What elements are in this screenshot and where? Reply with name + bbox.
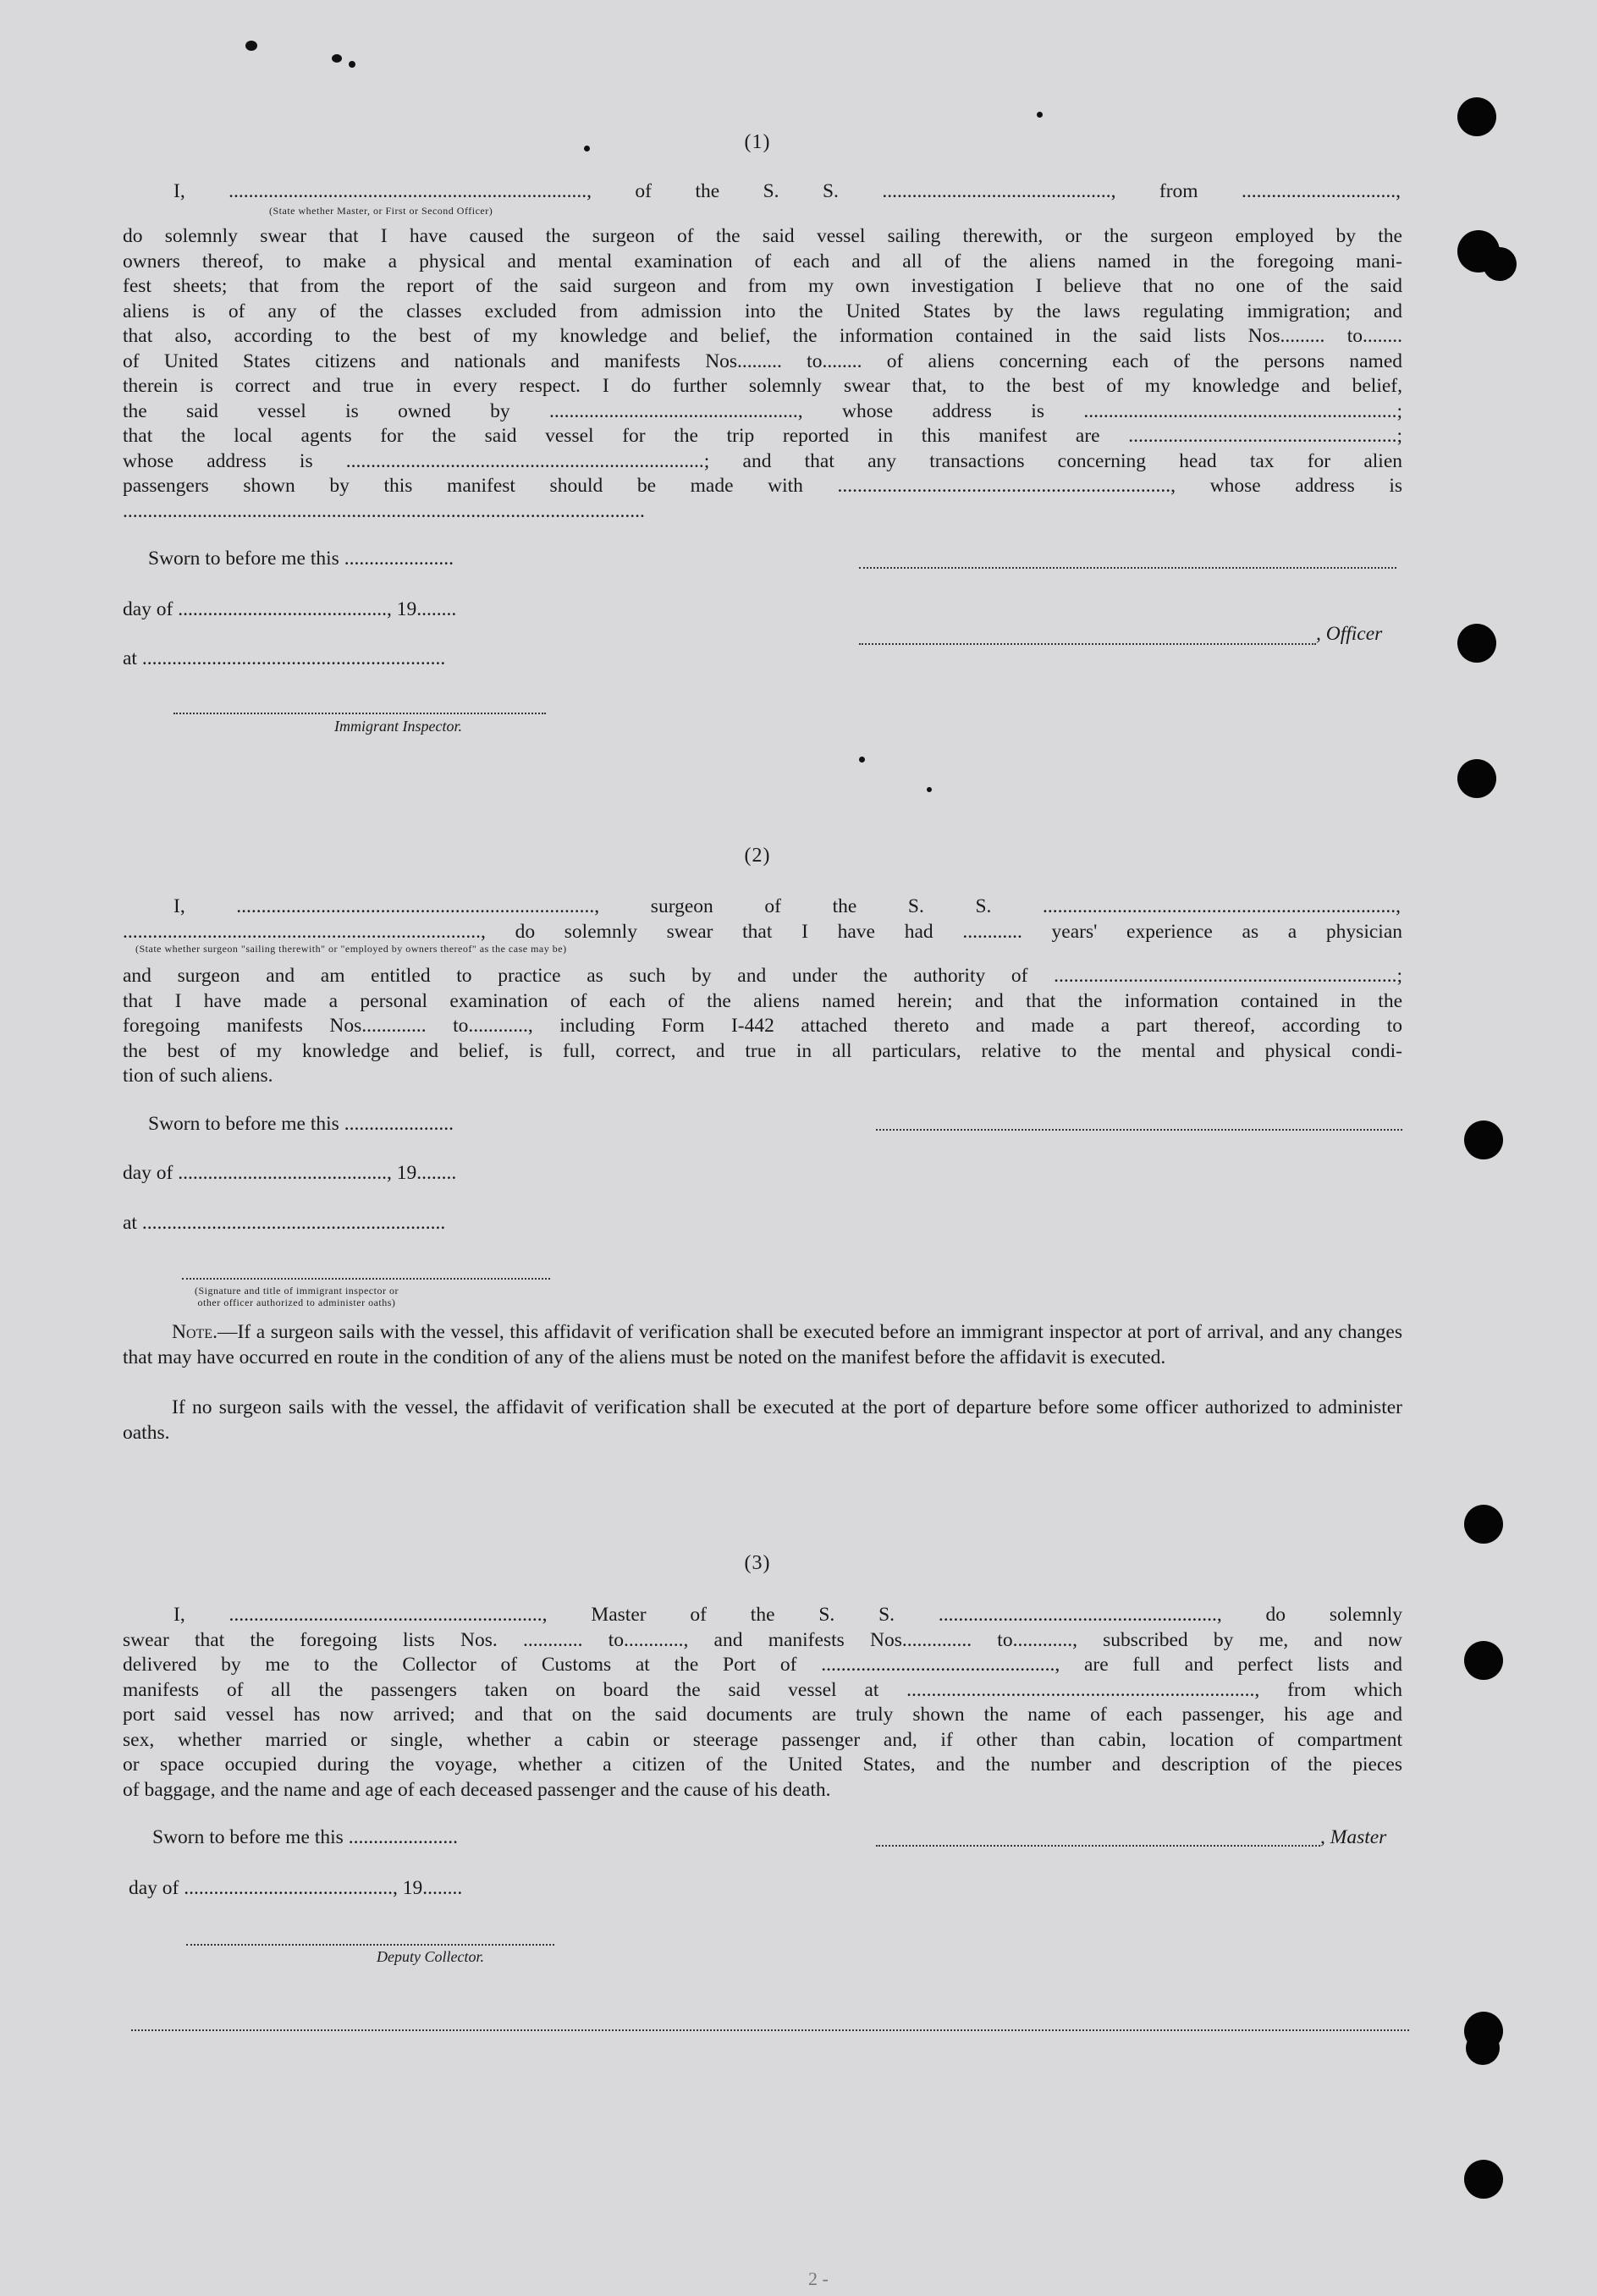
section-3-body-line: sex, whether married or single, whether a cabin or steerage passenger and, if other than cabin, location of compartment bbox=[123, 1728, 1402, 1751]
ink-speck bbox=[332, 54, 342, 63]
section-3-body-line: delivered by me to the Collector of Customs at the Port of ..............................................., are full and perfect lists and bbox=[123, 1654, 1402, 1676]
section-1-body-line: aliens is of any of the classes excluded from admission into the United States by the laws regulating immigration; and bbox=[123, 300, 1402, 322]
section-2-line-2: ........................................................................, do solemnly swear that I have had ............ years' experience as a physician bbox=[123, 921, 1402, 943]
section-1-body-line: fest sheets; that from the report of the said surgeon and from my own investigation I believe that no one of the said bbox=[123, 275, 1402, 297]
section-1-body-line: owners thereof, to make a physical and mental examination of each and all of the aliens named in the foregoing mani- bbox=[123, 250, 1402, 273]
section-2-note-2: If no surgeon sails with the vessel, the affidavit of verification shall be executed at the port of departure before some officer authorized to administer oaths. bbox=[123, 1396, 1402, 1444]
section-1-officer-label: , Officer bbox=[1316, 623, 1383, 645]
ink-speck bbox=[1037, 112, 1043, 118]
section-1-caption: (State whether Master, or First or Second Officer) bbox=[269, 205, 493, 217]
section-1-body-line: that the local agents for the said vessel for the trip reported in this manifest are ......................................................; bbox=[123, 425, 1402, 447]
section-3-body-line: manifests of all the passengers taken on board the said vessel at ......................................................................, from which bbox=[123, 1678, 1402, 1701]
section-2-inspector-signature-line bbox=[182, 1278, 550, 1280]
section-3-master-label: , Master bbox=[1320, 1826, 1387, 1848]
section-3-collector-label: Deputy Collector. bbox=[377, 1948, 484, 1965]
ink-speck bbox=[927, 787, 932, 792]
section-2-body-line: and surgeon and am entitled to practice as such by and under the authority of .....................................................................; bbox=[123, 965, 1402, 987]
section-2-body-line: foregoing manifests Nos............. to............, including Form I-442 attached thereto and made a part thereof, according to bbox=[123, 1015, 1402, 1037]
section-3-body-line: swear that the foregoing lists Nos. ............ to............, and manifests Nos.............. to............, subscribed by me, and now bbox=[123, 1628, 1402, 1651]
section-1-body-line: passengers shown by this manifest should be made with ..................................................................., whose address is bbox=[123, 475, 1402, 497]
section-2-sworn: Sworn to before me this ...................... bbox=[148, 1113, 454, 1135]
punch-hole bbox=[1466, 2031, 1500, 2065]
section-3-body-line: I, ..............................................................., Master of the S. S. ........................................................, do solemnly bbox=[173, 1604, 1402, 1626]
section-3-collector-signature-line bbox=[186, 1944, 554, 1946]
section-3-sworn: Sworn to before me this ...................... bbox=[152, 1826, 458, 1848]
punch-hole bbox=[1457, 624, 1496, 663]
section-1-inspector-label: Immigrant Inspector. bbox=[334, 718, 462, 735]
note-text: —If a surgeon sails with the vessel, this affidavit of verification shall be executed before an immigrant inspector at port of arrival, and any changes that may have occurred en route in the condition of any of the aliens must be noted on the manifest before the affidavit is executed. bbox=[123, 1321, 1402, 1368]
section-3-body-line: port said vessel has now arrived; and that on the said documents are truly shown the name of each passenger, his age and bbox=[123, 1704, 1402, 1726]
punch-hole bbox=[1464, 2160, 1503, 2199]
section-1-at: at ............................................................. bbox=[123, 647, 446, 669]
section-1-day: day of .........................................., 19........ bbox=[123, 598, 457, 620]
section-2-line-1: I, ........................................................................, surgeon of the S. S. ......................................................................., bbox=[173, 895, 1401, 917]
ink-speck bbox=[245, 41, 257, 51]
section-1-body-line: therein is correct and true in every respect. I do further solemnly swear that, to the best of my knowledge and belief, bbox=[123, 375, 1402, 397]
section-2-surgeon-signature-line bbox=[876, 1129, 1402, 1131]
ink-speck bbox=[859, 757, 865, 763]
section-1-body-line: ......................................................................................................... bbox=[123, 499, 645, 522]
section-1-body-line: that also, according to the best of my knowledge and belief, the information contained in the said lists Nos......... to........ bbox=[123, 325, 1402, 347]
section-2-number: (2) bbox=[744, 845, 771, 867]
punch-hole bbox=[1483, 247, 1517, 281]
section-1-body-line: whose address is ........................................................................; and that any transactions concerning head tax for alien bbox=[123, 449, 1402, 472]
section-2-at: at ............................................................. bbox=[123, 1212, 446, 1234]
section-3-number: (3) bbox=[744, 1552, 771, 1574]
section-1-body-line: do solemnly swear that I have caused the surgeon of the said vessel sailing therewith, or the surgeon employed by the bbox=[123, 225, 1402, 247]
punch-hole bbox=[1464, 1505, 1503, 1544]
section-1-inspector-signature-line bbox=[173, 713, 546, 714]
section-2-body-line: the best of my knowledge and belief, is full, correct, and true in all particulars, relative to the mental and physical condi- bbox=[123, 1039, 1402, 1062]
section-2-day: day of .........................................., 19........ bbox=[123, 1162, 457, 1184]
section-3-body-line: or space occupied during the voyage, whether a citizen of the United States, and the number and description of the pieces bbox=[123, 1754, 1402, 1776]
section-1-body-line: the said vessel is owned by .................................................., whose address is ...............................................................; bbox=[123, 399, 1402, 422]
footer-mark: 2 - bbox=[808, 2268, 829, 2289]
bottom-rule bbox=[131, 2029, 1409, 2031]
section-2-body-line: tion of such aliens. bbox=[123, 1065, 273, 1087]
note-label: Note. bbox=[172, 1321, 218, 1343]
section-3-body-line: of baggage, and the name and age of each deceased passenger and the cause of his death. bbox=[123, 1778, 831, 1801]
section-2-caption: (State whether surgeon "sailing therewith" or "employed by owners thereof" as the case may be) bbox=[135, 943, 567, 955]
section-1-sworn: Sworn to before me this ...................... bbox=[148, 548, 454, 570]
section-1-line-1: I, ........................................................................, of the S. S. .............................................., from ..............................., bbox=[173, 180, 1401, 202]
section-2-body-line: that I have made a personal examination of each of the aliens named herein; and that the information contained in the bbox=[123, 989, 1402, 1012]
section-1-number: (1) bbox=[744, 131, 771, 153]
section-1-officer-top-line bbox=[859, 567, 1396, 569]
section-3-master-signature-line bbox=[876, 1845, 1320, 1847]
section-2-signer-caption: (Signature and title of immigrant inspector or other officer authorized to administer oaths) bbox=[195, 1285, 399, 1308]
ink-speck bbox=[349, 61, 355, 68]
section-1-body-line: of United States citizens and nationals and manifests Nos......... to........ of aliens concerning each of the persons named bbox=[123, 350, 1402, 372]
punch-hole bbox=[1457, 759, 1496, 798]
section-2-note bbox=[123, 1320, 1402, 1370]
section-1-officer-signature-line bbox=[859, 643, 1316, 645]
punch-hole bbox=[1464, 1120, 1503, 1159]
punch-hole bbox=[1464, 1641, 1503, 1680]
section-3-day: day of .........................................., 19........ bbox=[129, 1877, 463, 1899]
